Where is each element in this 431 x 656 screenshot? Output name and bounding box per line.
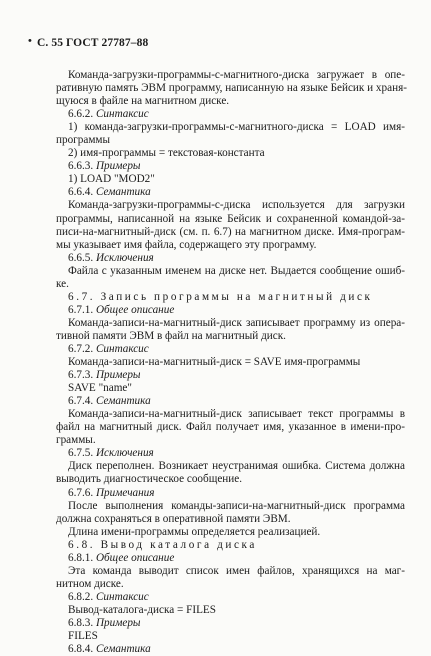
line-text: 1) LOAD "MOD2" <box>68 173 155 186</box>
text-line <box>56 421 405 434</box>
line-text: 6.7.1. <box>68 303 96 316</box>
subsection-heading <box>56 643 405 656</box>
line-text: Команда-записи-на-магнитный-диск = SAVE имя-программы <box>68 356 361 369</box>
heading-title: Примеры <box>95 616 141 629</box>
line-text: 6.8.4. <box>68 643 96 656</box>
line-text: 6.8.2. <box>68 590 96 603</box>
text-line <box>56 578 405 591</box>
subsection-heading <box>56 369 405 382</box>
header-text: С. 55 ГОСТ 27787–88 <box>37 37 149 49</box>
heading-title: Исключения <box>95 251 154 264</box>
text-line <box>56 513 405 526</box>
line-text: ративную память ЭВМ программу, написанную на языке Бейсик и храня- <box>56 82 407 95</box>
heading-title: Общее описание <box>95 303 175 316</box>
heading-title: Семантика <box>95 643 151 656</box>
heading-title: Примеры <box>95 160 141 173</box>
line-text: 6.7.4. <box>68 395 96 408</box>
heading-title: Семантика <box>95 186 151 199</box>
subsection-heading <box>56 343 405 356</box>
line-text: тивной памяти ЭВМ в файл на магнитный диск. <box>56 329 286 342</box>
line-text: программы <box>56 134 110 147</box>
margin-mark: • <box>28 35 32 47</box>
heading-title: Общее описание <box>95 551 175 564</box>
text-line <box>56 473 405 486</box>
line-text: Команда-загрузки-программы-с-магнитного-диска загружает в опе- <box>68 69 405 81</box>
line-text: щуюся в файле на магнитном диске. <box>56 95 230 108</box>
heading-title: Примечания <box>95 486 155 499</box>
text-line <box>56 382 405 395</box>
line-text: программы, написанной на языке Бейсик и сохраненной командой-за- <box>56 212 405 225</box>
line-text: Вывод-каталога-диска = FILES <box>68 603 216 616</box>
text-line <box>56 226 405 239</box>
text-line <box>56 526 405 539</box>
line-text: мы указывает имя файла, содержащего эту программу. <box>56 238 317 251</box>
line-text: Эта команда выводит список имен файлов, хранящихся на маг- <box>68 564 405 577</box>
text-line <box>56 565 405 578</box>
line-text: Диск переполнен. Возникает неустранимая ошибка. Система должна <box>68 460 405 473</box>
subsection-heading <box>56 447 405 460</box>
line-text: должна сохраняться в оперативной памяти ЭВМ. <box>56 512 291 525</box>
line-text: 6.7. Запись программы на магнитный диск <box>68 290 373 303</box>
line-text: 6.8. Вывод каталога диска <box>68 538 257 551</box>
text-line <box>56 317 405 330</box>
line-text: 2) имя-программы = текстовая-константа <box>68 147 265 160</box>
text-line <box>56 239 405 252</box>
subsection-heading <box>56 252 405 265</box>
line-text: ке. <box>56 277 69 290</box>
heading-title: Примеры <box>95 369 141 382</box>
line-text: 6.6.5. <box>68 251 96 264</box>
section-heading <box>56 539 405 552</box>
line-text: Файла с указанным именем на диске нет. Выдается сообщение ошиб- <box>68 264 405 277</box>
subsection-heading <box>56 617 405 630</box>
text-line <box>56 69 405 82</box>
text-line <box>56 134 405 147</box>
text-line <box>56 356 405 369</box>
text-line <box>56 604 405 617</box>
line-text: нитном диске. <box>56 577 124 590</box>
line-text: Команда-записи-на-магнитный-диск записывает текст программы в <box>68 408 405 421</box>
document-body <box>56 69 405 656</box>
line-text: 6.7.6. <box>68 486 96 499</box>
line-text: писи-на-магнитный-диск (см. п. 6.7) на магнитном диске. Имя-програм- <box>56 225 405 238</box>
text-line <box>56 434 405 447</box>
line-text: 6.8.3. <box>68 616 96 629</box>
page-header <box>28 35 149 49</box>
subsection-heading <box>56 160 405 173</box>
text-line <box>56 213 405 226</box>
subsection-heading <box>56 304 405 317</box>
line-text: граммы. <box>56 434 96 447</box>
heading-title: Семантика <box>95 395 151 408</box>
line-text: FILES <box>68 630 98 643</box>
line-text: После выполнения команды-записи-на-магнитный-диск программа <box>68 499 405 512</box>
subsection-heading <box>56 552 405 565</box>
text-line <box>56 460 405 473</box>
line-text: 6.7.3. <box>68 369 96 382</box>
text-line <box>56 265 405 278</box>
text-line <box>56 630 405 643</box>
heading-title: Синтаксис <box>95 342 149 355</box>
subsection-heading <box>56 186 405 199</box>
heading-title: Синтаксис <box>95 108 149 121</box>
text-line <box>56 278 405 291</box>
line-text: 6.6.3. <box>68 160 96 173</box>
subsection-heading <box>56 591 405 604</box>
text-line <box>56 199 405 212</box>
text-line <box>56 173 405 186</box>
text-line <box>56 408 405 421</box>
line-text: выводить диагностическое сообщение. <box>56 473 243 486</box>
line-text: Длина имени-программы определяется реализацией. <box>68 525 321 538</box>
line-text: 6.6.2. <box>68 108 96 121</box>
line-text: Команда-записи-на-магнитный-диск записывает программу из опера- <box>68 316 405 329</box>
heading-title: Синтаксис <box>95 590 149 603</box>
subsection-heading <box>56 487 405 500</box>
line-text: 6.7.5. <box>68 447 96 460</box>
line-text: 6.7.2. <box>68 342 96 355</box>
line-text: Команда-загрузки-программы-с-диска используется для загрузки <box>68 199 405 212</box>
text-line <box>56 147 405 160</box>
line-text: SAVE "name" <box>68 382 132 395</box>
section-heading <box>56 291 405 304</box>
subsection-heading <box>56 108 405 121</box>
line-text: 6.6.4. <box>68 186 96 199</box>
text-line <box>56 121 405 134</box>
line-text: файл на магнитный диск. Файл получает имя, указанное в имени-про- <box>56 421 405 434</box>
line-text: 1) команда-загрузки-программы-с-магнитного-диска = LOAD имя- <box>68 121 405 134</box>
text-line <box>56 82 405 95</box>
text-line <box>56 500 405 513</box>
heading-title: Исключения <box>95 447 154 460</box>
text-line <box>56 95 405 108</box>
subsection-heading <box>56 395 405 408</box>
line-text: 6.8.1. <box>68 551 96 564</box>
text-line <box>56 330 405 343</box>
